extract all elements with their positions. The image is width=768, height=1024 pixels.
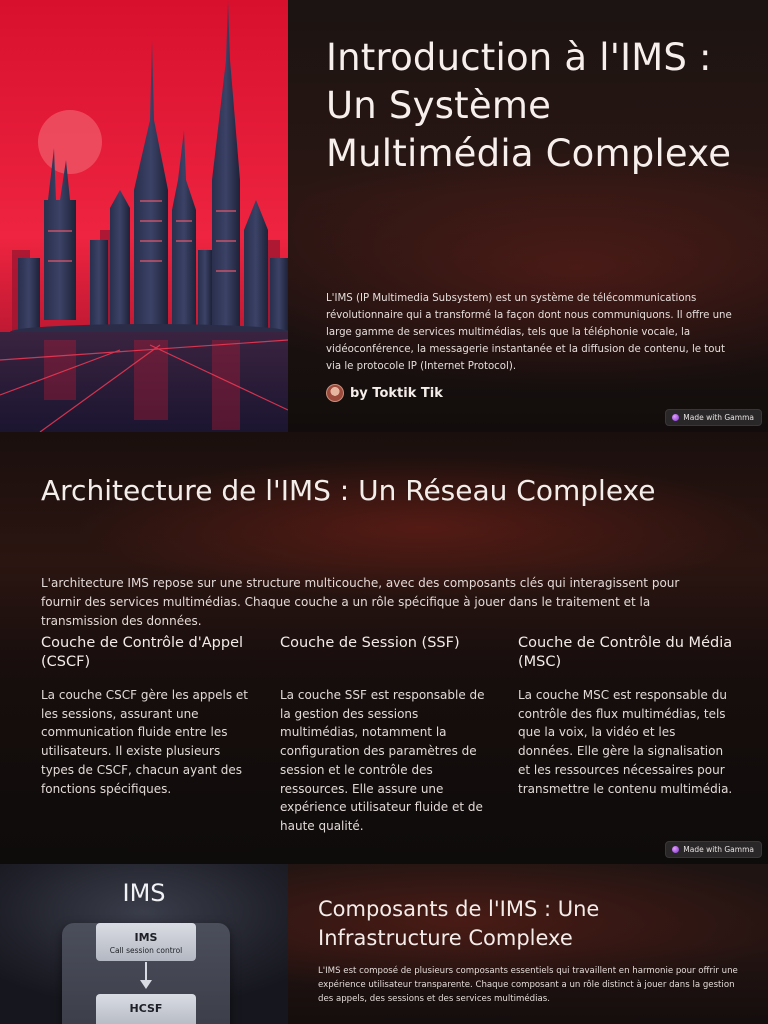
- arrow-line: [145, 962, 147, 982]
- gamma-badge-label: Made with Gamma: [683, 845, 754, 854]
- ims-box-subtitle: Call session control: [109, 946, 183, 955]
- slide-introduction: [0, 0, 768, 432]
- ims-image-label: IMS: [122, 879, 166, 907]
- author-name: by Toktik Tik: [350, 385, 443, 401]
- architecture-title: Architecture de l'IMS : Un Réseau Complexe: [41, 474, 656, 507]
- slide-architecture: [0, 432, 768, 864]
- diagram-panel: [62, 923, 230, 1024]
- components-description: L'IMS est composé de plusieurs composants essentiels qui travaillent en harmonie pour offrir une expérience utilisateur transparente. Chaque composant a un rôle distinct à jouer dans la gestion des appels, des sessions et des services multimédias.: [318, 966, 738, 1004]
- column-ssf: [280, 634, 492, 836]
- hcsf-box: [96, 994, 196, 1024]
- ims-diagram-image: [0, 864, 288, 1024]
- ims-box: [96, 923, 196, 961]
- column-text: La couche CSCF gère les appels et les sessions, assurant une communication fluide entre les utilisateurs. Il existe plusieurs types de CSCF, chacun ayant des fonctions spécifiques.: [41, 688, 248, 796]
- gamma-badge-label: Made with Gamma: [683, 413, 754, 422]
- made-with-gamma-badge[interactable]: [665, 409, 762, 426]
- gamma-logo-icon: [672, 414, 679, 421]
- made-with-gamma-badge[interactable]: [665, 841, 762, 858]
- page-title: Introduction à l'IMS : Un Système Multimédia Complexe: [326, 36, 732, 175]
- hcsf-box-title: HCSF: [129, 1002, 163, 1015]
- column-text: La couche SSF est responsable de la gestion des sessions multimédias, notamment la configuration des paramètres de session et le contrôle des ressources. Elle assure une expérience utilisateur fluide et de haute qualité.: [280, 688, 485, 833]
- gamma-logo-icon: [672, 846, 679, 853]
- column-cscf: [41, 634, 253, 798]
- components-title: Composants de l'IMS : Une Infrastructure Complexe: [318, 897, 600, 950]
- column-heading: Couche de Contrôle du Média (MSC): [518, 635, 733, 670]
- column-text: La couche MSC est responsable du contrôle des flux multimédias, tels que la voix, la vidéo et les données. Elle gère la signalisation et les ressources nécessaires pour transmettre le contenu multimédia.: [518, 688, 733, 796]
- column-heading: Couche de Contrôle d'Appel (CSCF): [41, 635, 244, 670]
- ims-box-title: IMS: [134, 931, 158, 944]
- slide-components: [0, 864, 768, 1024]
- column-msc: [518, 634, 733, 798]
- city-skyline-image: [0, 0, 288, 432]
- intro-description: L'IMS (IP Multimedia Subsystem) est un système de télécommunications révolutionnaire qui a transformé la façon dont nous communiquons. Il offre une large gamme de services multimédias, tels que la téléphonie vocale, la vidéoconférence, la messagerie instantanée et la diffusion de contenu, le tout via le protocole IP (Internet Protocol).: [326, 293, 732, 372]
- author-byline: [326, 384, 443, 402]
- avatar: [326, 384, 344, 402]
- column-heading: Couche de Session (SSF): [280, 635, 460, 651]
- architecture-intro: L'architecture IMS repose sur une structure multicouche, avec des composants clés qui interagissent pour fournir des services multimédias. Chaque couche a un rôle spécifique à jouer dans le traitement et la transmission des données.: [41, 576, 680, 628]
- arrow-down-icon: [140, 980, 152, 989]
